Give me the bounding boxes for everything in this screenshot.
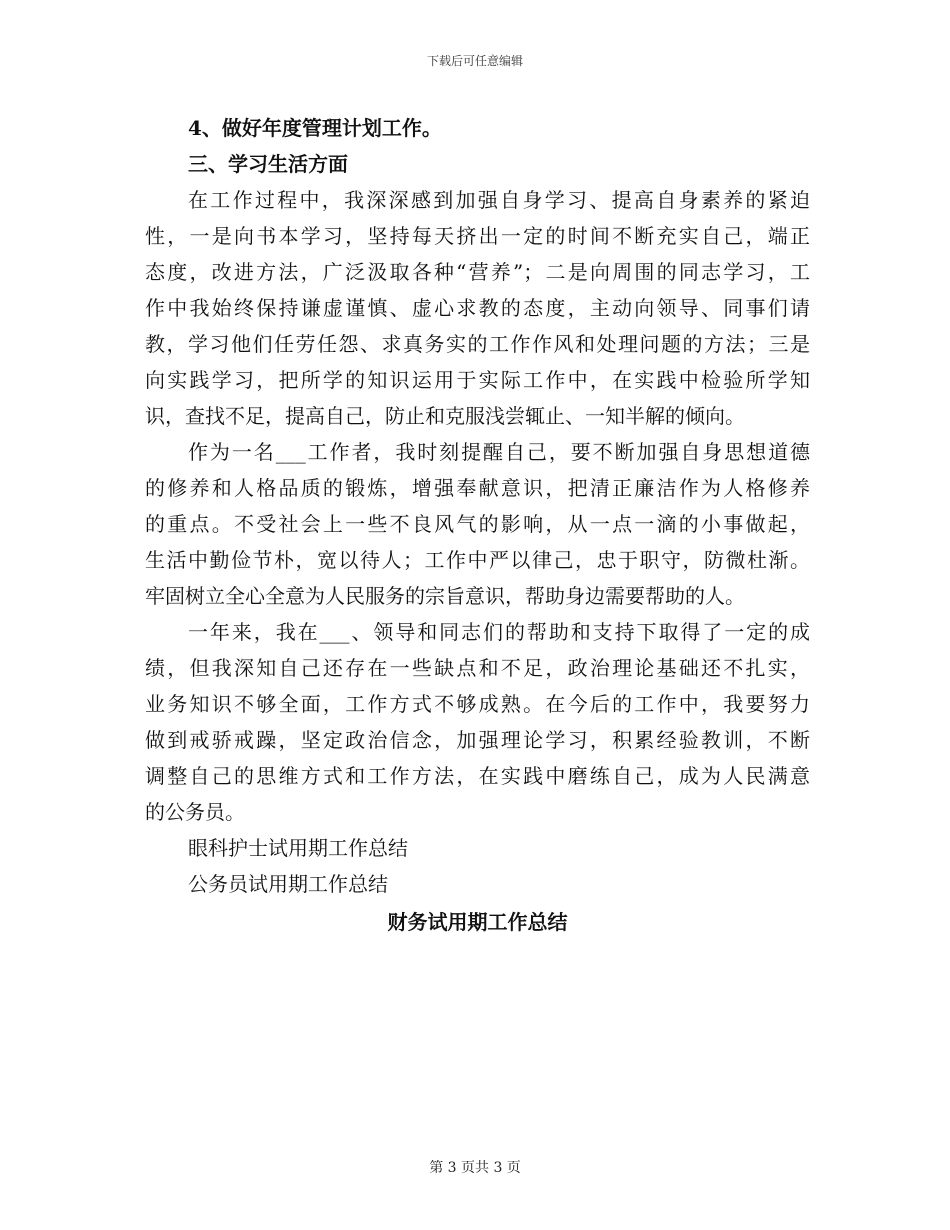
- page-header-note: 下载后可任意编辑: [426, 54, 523, 68]
- section-heading: 三、学习生活方面: [188, 152, 348, 176]
- paragraph-line: 的重点。不受社会上一些不良风气的影响，从一点一滴的小事做起，: [145, 512, 810, 536]
- related-article-link[interactable]: 公务员试用期工作总结: [188, 872, 388, 896]
- next-document-title: 财务试用期工作总结: [387, 910, 568, 934]
- paragraph-line: 作中我始终保持谦虚谨慎、虚心求教的态度，主动向领导、同事们请: [145, 296, 810, 320]
- paragraph-line: 的修养和人格品质的锻炼，增强奉献意识，把清正廉洁作为人格修养: [145, 476, 810, 500]
- paragraph-line: 一年来，我在___、领导和同志们的帮助和支持下取得了一定的成: [188, 620, 810, 644]
- paragraph-line: 调整自己的思维方式和工作方法，在实践中磨练自己，成为人民满意: [145, 764, 810, 788]
- document-body: [145, 110, 810, 940]
- paragraph-line: 业务知识不够全面，工作方式不够成熟。在今后的工作中，我要努力: [145, 692, 810, 716]
- paragraph-line: 态度，改进方法，广泛汲取各种“营养”；二是向周围的同志学习，工: [145, 260, 810, 284]
- paragraph-study: [145, 182, 810, 434]
- page-number: 第 3 页共 3 页: [429, 1160, 521, 1176]
- paragraph-summary: [145, 614, 810, 830]
- paragraph-line: 性，一是向书本学习，坚持每天挤出一定的时间不断充实自己，端正: [145, 224, 810, 248]
- paragraph-line: 牢固树立全心全意为人民服务的宗旨意识，帮助身边需要帮助的人。: [145, 584, 745, 608]
- paragraph-line: 识，查找不足，提高自己，防止和克服浅尝辄止、一知半解的倾向。: [145, 404, 745, 428]
- section-item-heading: 4、做好年度管理计划工作。: [188, 116, 442, 140]
- paragraph-line: 向实践学习，把所学的知识运用于实际工作中，在实践中检验所学知: [145, 368, 810, 392]
- paragraph-line: 生活中勤俭节朴，宽以待人；工作中严以律己，忠于职守，防微杜渐。: [145, 548, 810, 572]
- related-article-link[interactable]: 眼科护士试用期工作总结: [188, 836, 408, 860]
- paragraph-ethics: [145, 434, 810, 614]
- paragraph-line: 绩，但我深知自己还存在一些缺点和不足，政治理论基础还不扎实，: [145, 656, 810, 680]
- paragraph-line: 的公务员。: [145, 800, 245, 824]
- paragraph-line: 在工作过程中，我深深感到加强自身学习、提高自身素养的紧迫: [188, 188, 810, 212]
- paragraph-line: 教，学习他们任劳任怨、求真务实的工作作风和处理问题的方法；三是: [145, 332, 810, 356]
- paragraph-line: 做到戒骄戒躁，坚定政治信念，加强理论学习，积累经验教训，不断: [145, 728, 810, 752]
- paragraph-line: 作为一名___工作者，我时刻提醒自己，要不断加强自身思想道德: [188, 440, 810, 464]
